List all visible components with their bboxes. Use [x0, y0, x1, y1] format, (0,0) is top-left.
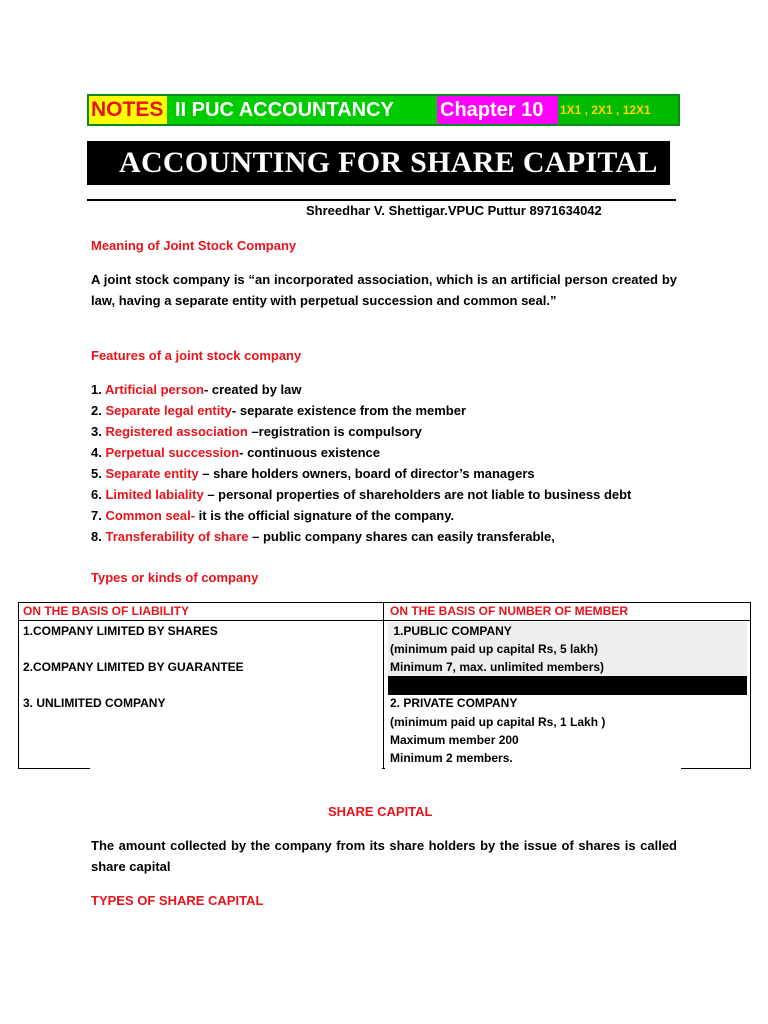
table-cell: Minimum 2 members.	[390, 751, 513, 765]
table-cell: 1.COMPANY LIMITED BY SHARES	[23, 624, 218, 638]
table-cell: Maximum member 200	[390, 733, 519, 747]
item-term: Perpetual succession	[105, 445, 240, 460]
item-desc: - separate existence from the member	[231, 403, 467, 418]
meaning-paragraph: A joint stock company is “an incorporated association, which is an artificial person created by law, having a separate entity with perpetual succession and common seal.”	[91, 272, 677, 308]
share-capital-paragraph: The amount collected by the company from its share holders by the issue of shares is called share capital	[91, 838, 677, 874]
share-capital-heading: SHARE CAPITAL	[328, 804, 433, 819]
chapter-weights: 1X1 , 2X1 , 12X1	[558, 96, 678, 124]
table-divider	[18, 620, 751, 621]
item-number: 5.	[91, 466, 106, 481]
table-cell: 1.PUBLIC COMPANY	[390, 624, 512, 638]
features-heading: Features of a joint stock company	[91, 348, 302, 363]
item-term: Separate legal entity	[105, 403, 232, 418]
meaning-heading: Meaning of Joint Stock Company	[91, 238, 297, 253]
table-cell: (minimum paid up capital Rs, 1 Lakh )	[390, 715, 606, 729]
types-share-capital-heading: TYPES OF SHARE CAPITAL	[91, 893, 264, 908]
table-cell: 2. PRIVATE COMPANY	[390, 696, 518, 710]
item-term: Transferability of share	[105, 529, 249, 544]
table-cell: 3. UNLIMITED COMPANY	[23, 696, 166, 710]
list-item	[91, 484, 677, 505]
list-item	[91, 505, 677, 526]
notes-label: NOTES	[89, 96, 169, 124]
list-item	[91, 463, 677, 484]
table-cell: (minimum paid up capital Rs, 5 lakh)	[390, 642, 599, 656]
table-header-members: ON THE BASIS OF NUMBER OF MEMBER	[390, 604, 629, 618]
table-cell: 2.COMPANY LIMITED BY GUARANTEE	[23, 660, 244, 674]
types-heading: Types or kinds of company	[91, 570, 259, 585]
item-desc: it is the official signature of the company.	[195, 508, 455, 523]
list-item	[91, 421, 677, 442]
item-term: Artificial person	[104, 382, 204, 397]
table-border-gap	[90, 767, 382, 771]
item-term: Separate entity	[105, 466, 199, 481]
item-number: 2.	[91, 403, 106, 418]
item-desc: – share holders owners, board of director’s managers	[198, 466, 535, 481]
item-number: 3.	[91, 424, 106, 439]
item-number: 6.	[91, 487, 106, 502]
item-term: Common seal-	[105, 508, 196, 523]
item-number: 7.	[91, 508, 106, 523]
chapter-label: Chapter 10	[437, 96, 558, 124]
list-item	[91, 442, 677, 463]
item-desc: –registration is compulsory	[247, 424, 422, 439]
table-border-gap	[385, 767, 681, 771]
item-desc: - continuous existence	[239, 445, 381, 460]
table-header-liability: ON THE BASIS OF LIABILITY	[23, 604, 190, 618]
divider	[87, 199, 676, 201]
list-item	[91, 526, 677, 547]
page-title: ACCOUNTING FOR SHARE CAPITAL	[87, 141, 670, 185]
item-term: Registered association	[105, 424, 248, 439]
item-number: 1.	[91, 382, 105, 397]
item-desc: – personal properties of shareholders are not liable to business debt	[203, 487, 632, 502]
author-line: Shreedhar V. Shettigar.VPUC Puttur 8971634042	[306, 203, 602, 218]
item-number: 4.	[91, 445, 106, 460]
item-number: 8.	[91, 529, 106, 544]
table-divider	[383, 602, 384, 769]
list-item	[91, 379, 677, 400]
item-term: Limited labiality	[105, 487, 204, 502]
item-desc: - created by law	[203, 382, 302, 397]
table-cell: Minimum 7, max. unlimited members)	[390, 660, 605, 674]
course-title: II PUC ACCOUNTANCY	[167, 96, 437, 124]
item-desc: – public company shares can easily transferable,	[248, 529, 555, 544]
features-list	[91, 379, 677, 547]
list-item	[91, 400, 677, 421]
